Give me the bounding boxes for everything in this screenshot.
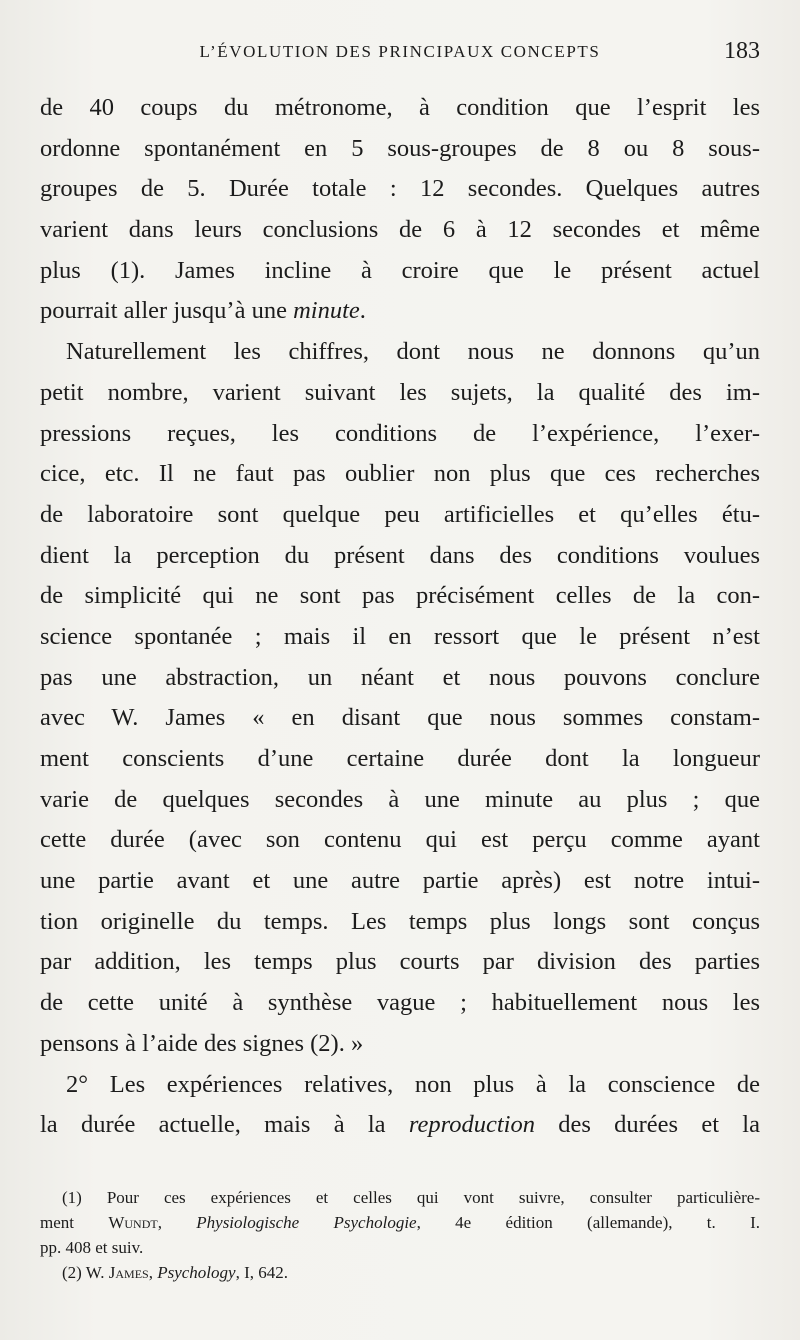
paragraph-start-line: 2° Les expériences relatives, non plus à la conscience de xyxy=(66,1070,760,1098)
text-fragment: , xyxy=(148,1263,158,1282)
book-title: Physiologische Psychologie xyxy=(196,1213,417,1232)
text-line: de cette unité à synthèse vague ; habituellement nous les xyxy=(40,989,760,1017)
text-fragment: . xyxy=(359,297,366,325)
text-line: cice, etc. Il ne faut pas oublier non plus que ces recherches xyxy=(40,460,760,488)
text-line: science spontanée ; mais il en ressort que le présent n’est xyxy=(40,622,760,650)
text-line: de 40 coups du métronome, à condition que l’esprit les xyxy=(40,94,760,121)
text-line: pensons à l’aide des signes (2). » xyxy=(40,1029,364,1057)
text-line: petit nombre, varient suivant les sujets, la qualité des im- xyxy=(40,378,760,406)
paragraph-start-line: Naturellement les chiffres, dont nous ne donnons qu’un xyxy=(66,338,760,366)
text-fragment: la durée actuelle, mais à la xyxy=(40,1111,409,1139)
author-name: James xyxy=(108,1263,149,1282)
running-title: L’ÉVOLUTION DES PRINCIPAUX CONCEPTS xyxy=(199,42,601,61)
text-line: varient dans leurs conclusions de 6 à 12 secondes et même xyxy=(40,216,760,244)
text-line: pas une abstraction, un néant et nous pouvons conclure xyxy=(40,663,760,691)
footnote-2-line xyxy=(40,1260,760,1285)
text-fragment: , xyxy=(157,1213,197,1232)
main-text xyxy=(40,88,760,1146)
italic-word: minute xyxy=(293,297,360,325)
author-name: Wundt xyxy=(108,1213,158,1232)
italic-word: reproduction xyxy=(408,1111,535,1139)
page-header xyxy=(40,38,760,72)
footnote-1-line: pp. 408 et suiv. xyxy=(40,1238,144,1257)
text-line: avec W. James « en disant que nous sommes constam- xyxy=(40,704,760,732)
footnotes xyxy=(40,1185,760,1285)
text-fragment: (2) W. xyxy=(62,1263,109,1282)
text-fragment: ment xyxy=(40,1213,109,1232)
text-line: ordonne spontanément en 5 sous-groupes de 8 ou 8 sous- xyxy=(40,134,760,162)
text-line: cette durée (avec son contenu qui est perçu comme ayant xyxy=(40,826,760,854)
text-line: ment conscients d’une certaine durée dont la longueur xyxy=(40,745,760,772)
text-line xyxy=(40,1105,760,1146)
text-line: une partie avant et une autre partie après) est notre intui- xyxy=(40,867,760,895)
footnote-1-line: (1) Pour ces expériences et celles qui vont suivre, consulter particulière- xyxy=(62,1188,760,1207)
text-fragment: , 4e édition (allemande), t. I. xyxy=(416,1213,760,1232)
text-line: dient la perception du présent dans des conditions voulues xyxy=(40,541,760,569)
text-line: de laboratoire sont quelque peu artificielles et qu’elles étu- xyxy=(40,500,760,528)
text-line: par addition, les temps plus courts par division des parties xyxy=(40,948,760,976)
text-line: de simplicité qui ne sont pas précisément celles de la con- xyxy=(40,582,760,610)
text-fragment: des durées et la xyxy=(534,1111,760,1139)
text-line: tion originelle du temps. Les temps plus longs sont conçus xyxy=(40,907,760,935)
page-number: 183 xyxy=(724,38,760,64)
text-line: pressions reçues, les conditions de l’expérience, l’exer- xyxy=(40,419,760,447)
text-line: varie de quelques secondes à une minute au plus ; que xyxy=(40,785,760,813)
footnote-1-line xyxy=(40,1210,760,1235)
text-line xyxy=(40,291,760,332)
text-line: plus (1). James incline à croire que le présent actuel xyxy=(40,256,760,284)
text-fragment: pourrait aller jusqu’à une xyxy=(40,297,294,325)
book-title: Psychology xyxy=(157,1263,236,1282)
text-fragment: , I, 642. xyxy=(235,1263,288,1282)
text-line: groupes de 5. Durée totale : 12 secondes. Quelques autres xyxy=(40,175,760,203)
